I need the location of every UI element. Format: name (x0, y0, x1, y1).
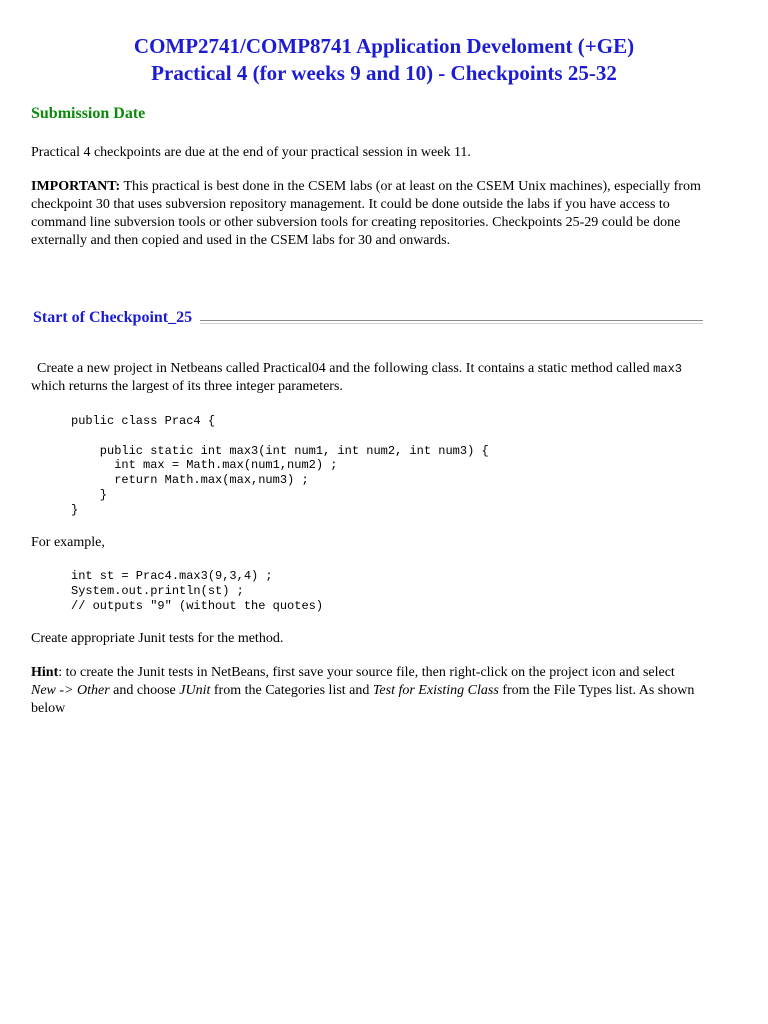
file-type-text: Test for Existing Class (372, 683, 499, 698)
horizontal-rule (200, 320, 703, 324)
example-code-block: int st = Prac4.max3(9,3,4) ; System.out.println(st) ; // outputs "9" (without the quotes) (71, 569, 324, 613)
hint-text: from the File Types list. As shown below (31, 683, 695, 716)
hint-paragraph (31, 664, 701, 718)
hint-label: Hint (31, 665, 59, 680)
hint-text: and choose (109, 683, 180, 698)
document-title: COMP2741/COMP8741 Application Develoment (+GE) (133, 34, 635, 58)
hint-text: : to create the Junit tests in NetBeans, first save your source file, then right-click on the project icon and select (58, 665, 675, 680)
class-code-block: public class Prac4 { public static int max3(int num1, int num2, int num3) { int max = Math.max(num1,num2) ; return Math.max(max,num3) ; } } (71, 414, 489, 517)
important-label: IMPORTANT: (31, 179, 121, 194)
method-name-code: max3 (653, 362, 682, 376)
checkpoint-heading (33, 304, 703, 328)
intro-paragraph (31, 360, 701, 396)
intro-text-end: which returns the largest of its three integer parameters. (31, 379, 343, 394)
hint-text: from the Categories list and (210, 683, 373, 698)
checkpoint-title: Start of Checkpoint_25 (33, 309, 193, 326)
menu-path-text: New -> Other (31, 683, 110, 698)
junit-category-text: JUnit (179, 683, 211, 698)
document-subtitle: Practical 4 (for weeks 9 and 10) - Checkpoints 25-32 (151, 61, 617, 85)
important-paragraph (31, 178, 701, 250)
intro-text: Create a new project in Netbeans called Practical04 and the following class. It contains a static method called (37, 361, 654, 376)
important-text: This practical is best done in the CSEM labs (or at least on the CSEM Unix machines), especially from checkpoint 30 that uses subversion repository management. It could be done outside the labs if you have access to command line subversion tools or other subversion tools for creating repositories. Checkpoints 25-29 could be done externally and then copied and used in the CSEM labs for 30 and onwards. (31, 179, 701, 248)
example-label: For example, (31, 535, 105, 550)
junit-paragraph: Create appropriate Junit tests for the method. (31, 631, 284, 646)
due-paragraph: Practical 4 checkpoints are due at the end of your practical session in week 11. (31, 145, 471, 160)
submission-date-heading: Submission Date (31, 105, 146, 122)
